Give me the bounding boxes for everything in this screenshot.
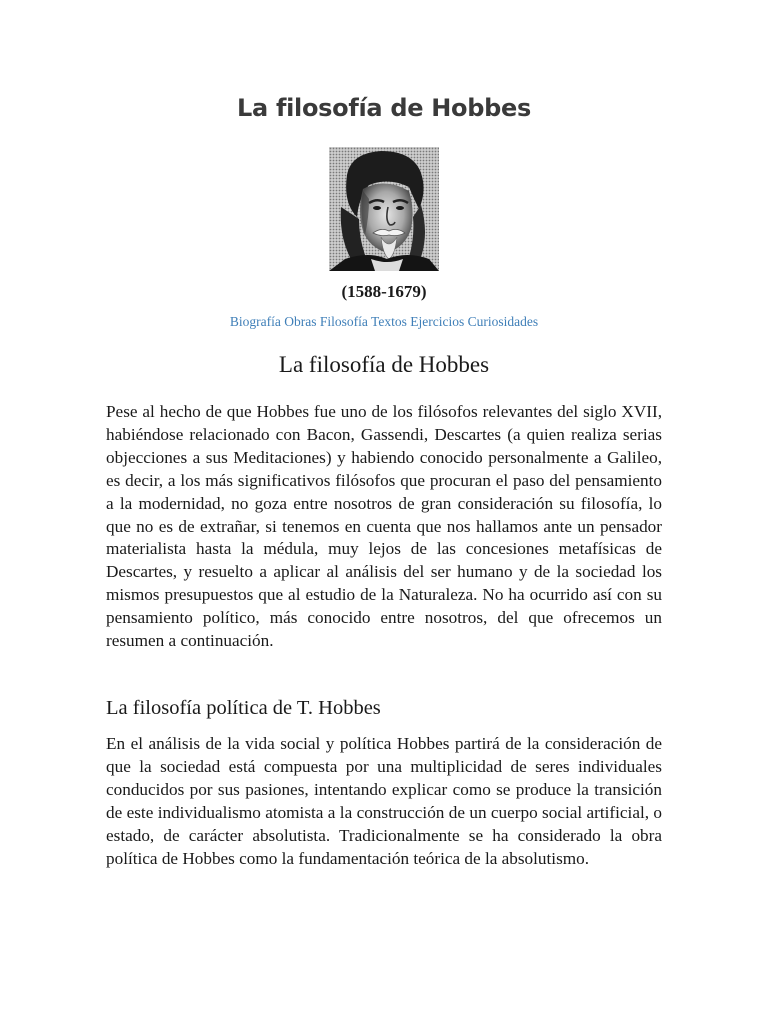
subsection-heading: La filosofía política de T. Hobbes (106, 697, 381, 719)
section-nav (0, 314, 768, 330)
intro-paragraph: Pese al hecho de que Hobbes fue uno de los filósofos relevantes del siglo XVII, habiéndose relacionado con Bacon, Gassendi, Descartes (a quien realiza serias objecciones a sus Meditaciones) y habiendo conocido personalmente a Galileo, es decir, a los más significativos filósofos que procuran el paso del pensamiento a la modernidad, no goza entre nosotros de gran consideración su filosofía, lo que no es de extrañar, si tenemos en cuenta que nos hallamos ante un pensador materialista hasta la médula, muy lejos de las concesiones metafísicas de Descartes, y resuelto a aplicar al análisis del ser humano y de la sociedad los mismos presupuestos que al estudio de la Naturaleza. No ha ocurrido así con su pensamiento político, más conocido entre nosotros, del que ofrecemos un resumen a continuación. (106, 402, 662, 651)
nav-link-filosofia[interactable]: Filosofía (319, 314, 368, 329)
section-heading: La filosofía de Hobbes (278, 352, 490, 377)
life-dates: (1588-1679) (341, 282, 427, 301)
nav-link-biografia[interactable]: Biografía (229, 314, 281, 329)
page-title: La filosofía de Hobbes (237, 94, 531, 122)
nav-link-curiosidades[interactable]: Curiosidades (467, 314, 539, 329)
nav-link-textos[interactable]: Textos (371, 314, 407, 329)
nav-link-obras[interactable]: Obras (284, 314, 317, 329)
hobbes-portrait-image (329, 147, 439, 271)
political-philosophy-paragraph: En el análisis de la vida social y política Hobbes partirá de la consideración de que la sociedad está compuesta por una multiplicidad de seres individuales conducidos por sus pasiones, intentando explicar como se produce la transición de este individualismo atomista a la construcción de un cuerpo social artificial, o estado, de carácter absolutista. Tradicionalmente se ha considerado la obra política de Hobbes como la fundamentación teórica de la absolutismo. (106, 734, 662, 868)
nav-link-ejercicios[interactable]: Ejercicios (410, 314, 465, 329)
